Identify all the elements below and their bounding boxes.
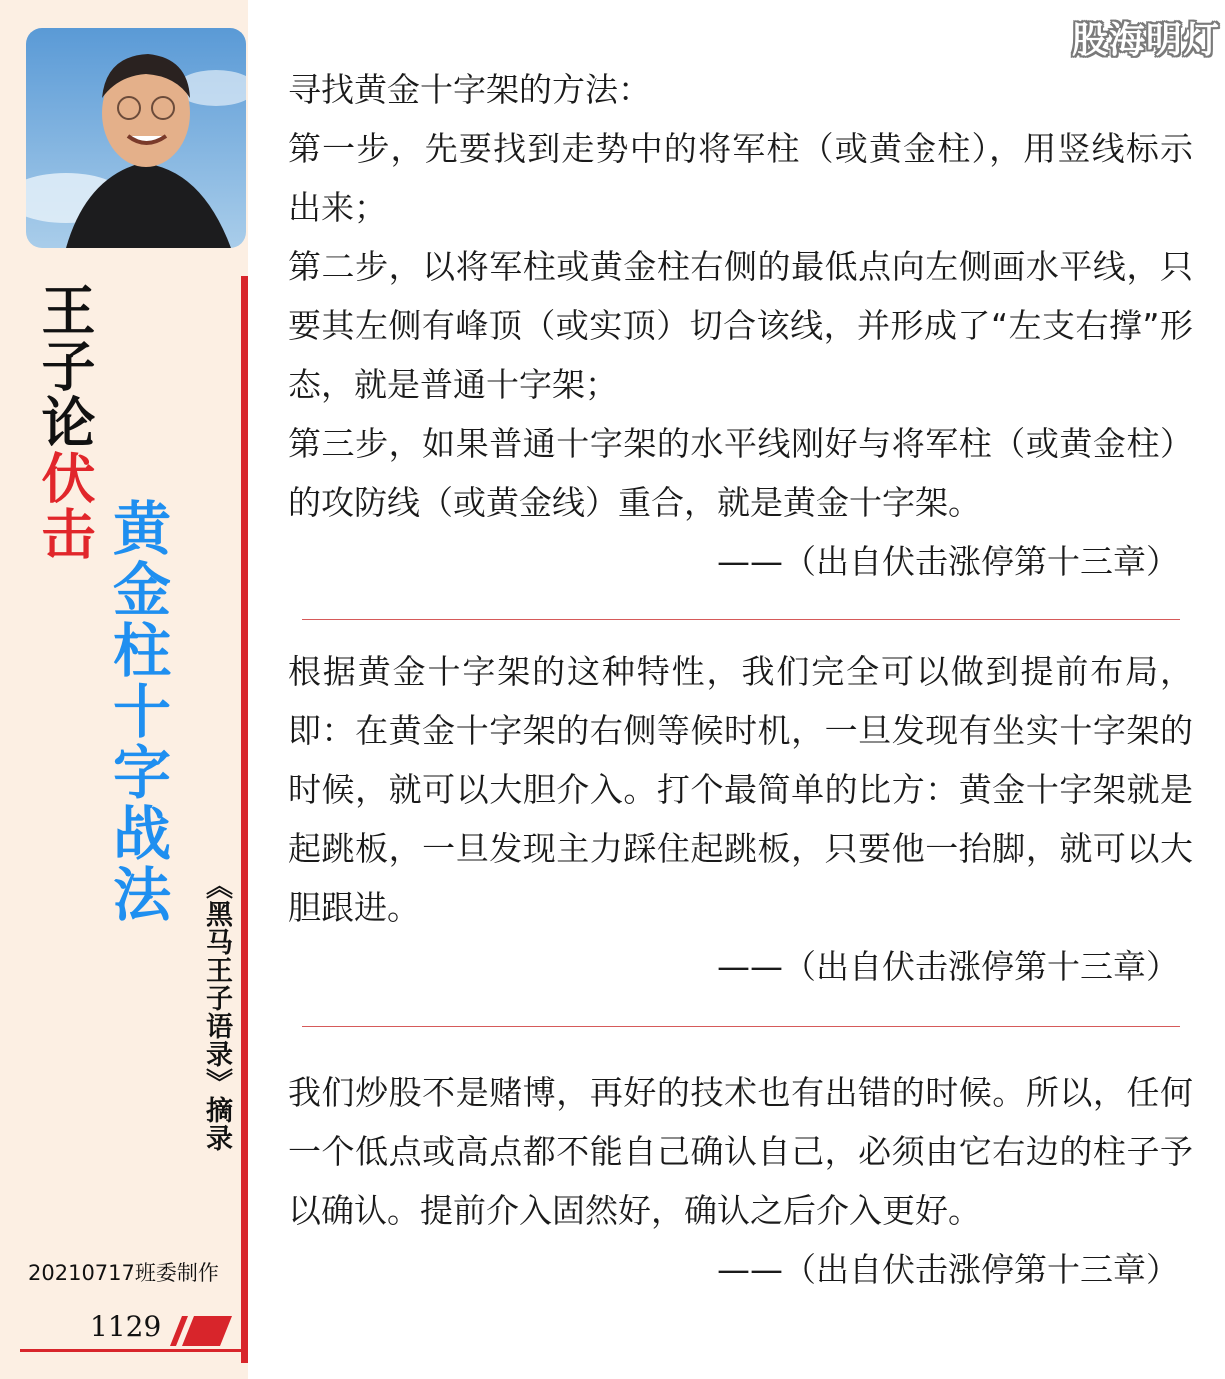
paragraph: 第二步，以将军柱或黄金柱右侧的最低点向左侧画水平线，只要其左侧有峰顶（或实顶）切合该线，并形成了“左支右撑”形态，就是普通十字架；	[288, 247, 1193, 404]
author-portrait-image	[26, 28, 246, 248]
source-note: 《黑马王子语录》摘录	[201, 872, 232, 1152]
author-photo	[26, 28, 246, 248]
vertical-red-bar	[241, 276, 248, 1363]
watermark: 股海明灯	[1072, 20, 1221, 61]
main-content	[288, 60, 1193, 1299]
citation: ——（出自伏击涨停第十三章）	[717, 542, 1179, 581]
citation: ——（出自伏击涨停第十三章）	[717, 947, 1179, 986]
article-title: 黄金柱十字战法	[103, 498, 171, 925]
maker-credit: 20210717班委制作	[28, 1261, 219, 1285]
paragraph: 我们炒股不是赌博，再好的技术也有出错的时候。所以，任何一个低点或高点都不能自己确认自己，必须由它右边的柱子予以确认。提前介入固然好，确认之后介入更好。	[288, 1073, 1193, 1230]
quote-section-2	[288, 642, 1193, 996]
page-number: 1129	[90, 1310, 162, 1343]
bottom-red-line	[20, 1349, 241, 1352]
quote-section-3	[288, 1063, 1193, 1299]
paragraph: 第一步，先要找到走势中的将军柱（或黄金柱），用竖线标示出来；	[288, 129, 1193, 227]
quote-section-1	[288, 60, 1193, 591]
column-title-black: 王子论	[33, 282, 97, 450]
column-title-red: 伏击	[33, 450, 97, 562]
column-title	[34, 282, 96, 562]
paragraph: 寻找黄金十字架的方法：	[288, 70, 651, 109]
paragraph: 根据黄金十字架的这种特性，我们完全可以做到提前布局，即：在黄金十字架的右侧等候时机，一旦发现有坐实十字架的时候，就可以大胆介入。打个最简单的比方：黄金十字架就是起跳板，一旦发现主力踩住起跳板，只要他一抬脚，就可以大胆跟进。	[288, 652, 1193, 927]
citation: ——（出自伏击涨停第十三章）	[717, 1250, 1179, 1289]
red-slash-decoration	[170, 1316, 232, 1346]
paragraph: 第三步，如果普通十字架的水平线刚好与将军柱（或黄金柱）的攻防线（或黄金线）重合，就是黄金十字架。	[288, 424, 1193, 522]
sidebar	[0, 0, 248, 1379]
